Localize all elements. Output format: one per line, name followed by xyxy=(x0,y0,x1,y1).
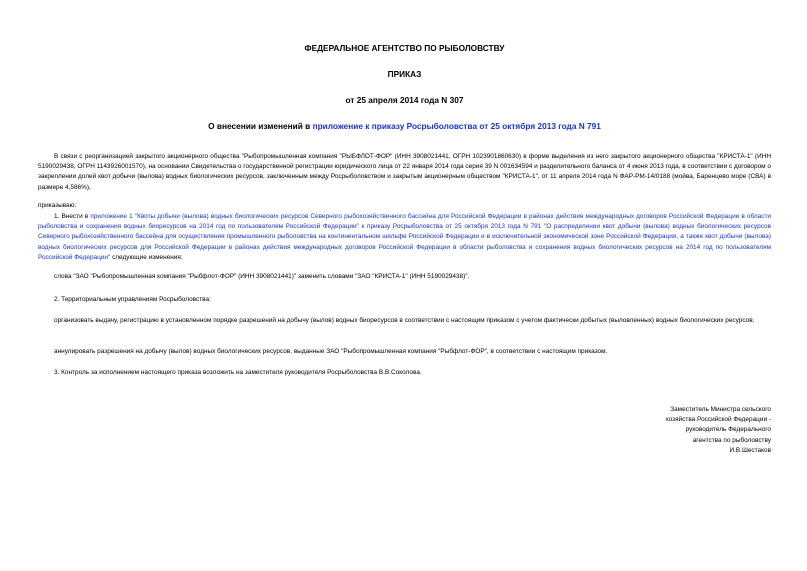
signature-block xyxy=(631,405,771,456)
subject-prefix: О внесении изменений в xyxy=(208,121,313,131)
signature-line: руководитель Федерального xyxy=(685,426,771,434)
clause-1-prefix: 1. Внести в xyxy=(54,213,91,220)
signatory-name: И.В.Шестаков xyxy=(729,446,771,454)
signature-line: Заместитель Министра сельского xyxy=(670,406,771,413)
cancel-permits-paragraph: аннулировать разрешения на добычу (вылов) водных биологических ресурсов, выданные ЗАО "Рыбопромышленная компания "Рыбфлот-ФОР", в соответствии с настоящим приказом. xyxy=(54,348,608,355)
order-word: приказываю: xyxy=(38,202,77,209)
agency-title: ФЕДЕРАЛЬНОЕ АГЕНТСТВО ПО РЫБОЛОВСТВУ xyxy=(304,43,505,53)
clause-3-paragraph: 3. Контроль за исполнением настоящего приказа возложить на заместителя руководителя Росрыболовства В.В.Соколова. xyxy=(54,369,422,376)
appendix-1-link[interactable]: приложение 1 "Квоты добычи (вылова) водных биологических ресурсов Северного рыбохозяйственного бассейна для Российской Федерации в районах действия международных договоров Российской Федерации в области рыболовства и сохранения водных биоресурсов на 2014 год по пользователям Российской Федерации" к приказу Росрыболовства от 25 октября 2013 года N 791 "О распределении квот добычи (вылова) водных биологических ресурсов Северного рыбохозяйственного бассейна для осуществления промышленного рыболовства на континентальном шельфе Российской Федерации и в исключительной экономической зоне Российской Федерации, а также квот добычи (вылова) водных биологических ресурсов для Российской Федерации в районах действия международных договоров Российской Федерации в области рыболовства и сохранения водных биологических ресурсов на 2014 год по пользователям Российской Федерации" xyxy=(38,213,771,261)
signature-line: хозяйства Российской Федерации - xyxy=(665,416,771,424)
preamble-paragraph: В связи с реорганизацией закрытого акционерного общества "Рыбопромышленная компания "РЫБФЛОТ-ФОР" (ИНН 3908021441, ОГРН 1023901860630) в форме выделения из него закрытого акционерного общества "КРИСТА-1" (ИНН 5190029438, ОГРН 1143926001570), на основании Свидетельства о государственной регистрации юридического лица от 22 января 2014 года серия 39 N 001634594 и разделительного баланса от 4 июня 2013 года, в соответствии с договором о закреплении долей квот добычи (вылова) водных биологических ресурсов, заключенным между Росрыболовством и закрытым акционерным обществом "КРИСТА-1", от 11 апреля 2014 года N ФАР-РМ-14/0188 (мойва, Баренцево море (СВА) в размере 4,586%), xyxy=(38,153,771,191)
clause-2-paragraph: 2. Территориальным управлениям Росрыболовства: xyxy=(54,296,211,303)
clause-1-paragraph xyxy=(38,212,771,263)
document-subject xyxy=(38,121,771,131)
signature-line: агентства по рыболовству xyxy=(692,436,771,444)
clause-1-suffix: следующие изменения: xyxy=(110,253,183,261)
document-page xyxy=(38,0,771,571)
document-type: ПРИКАЗ xyxy=(387,69,422,79)
subject-link[interactable]: приложение к приказу Росрыболовства от 25 октября 2013 года N 791 xyxy=(312,121,601,131)
issue-permits-paragraph: организовать выдачу, регистрацию в установленном порядке разрешений на добычу (вылов) водных биоресурсов в соответствии с настоящим приказом с учетом фактически добытых (выловленных) водных биологических ресурсов; xyxy=(54,317,755,324)
document-date-number: от 25 апреля 2014 года N 307 xyxy=(345,95,464,105)
replacement-paragraph: слова "ЗАО "Рыбопромышленная компания "Рыбфлот-ФОР" (ИНН 3908021441)" заменить словами "ЗАО "КРИСТА-1" (ИНН 5190029438)". xyxy=(54,273,470,280)
